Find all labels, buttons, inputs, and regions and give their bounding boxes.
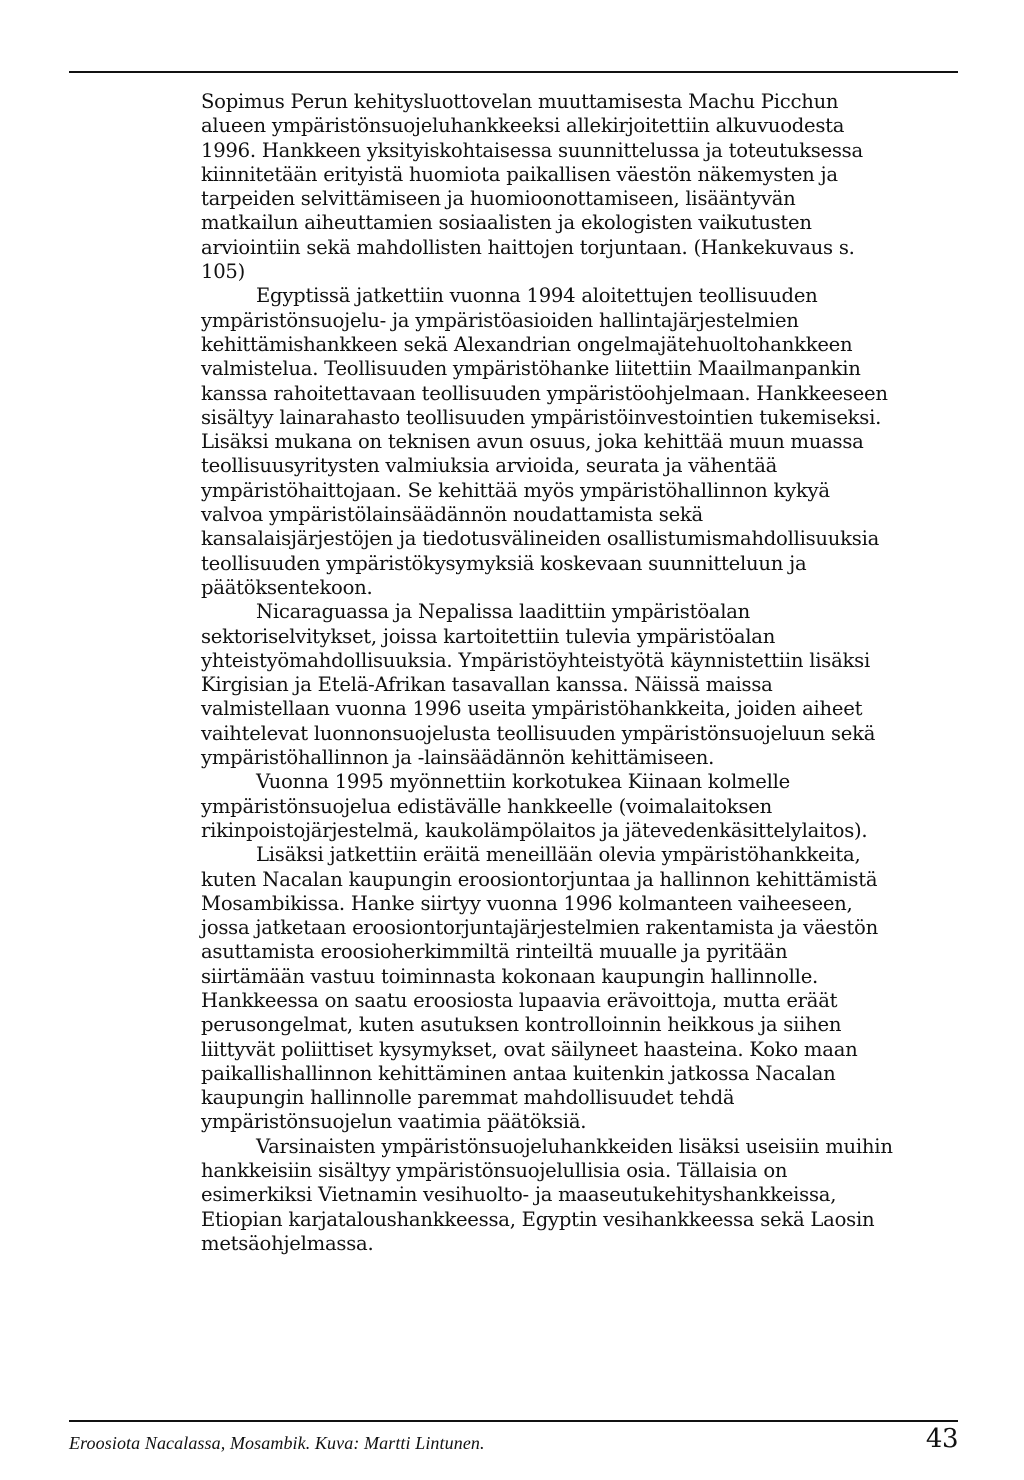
paragraph-machu-picchu: Sopimus Perun kehitysluottovelan muuttamisesta Machu Picchun alueen ympäristönsuojeluhankkeeksi allekirjoitettiin alkuvuodesta 1996. Hankkeen yksityiskohtaisessa suunnittelussa ja toteutuksessa kiinnitetään erityistä huomiota paikallisen väestön näkemysten ja tarpeiden selvittämiseen ja huomioonottamiseen, lisääntyvän matkailun aiheuttamien sosiaalisten ja ekologisten vaikutusten arviointiin sekä mahdollisten haittojen torjuntaan. (Hankekuvaus s. 105) (201, 90, 863, 284)
paragraph-china: Vuonna 1995 myönnettiin korkotukea Kiinaan kolmelle ympäristönsuojelua edistävälle hankkeelle (voimalaitoksen rikinpoistojärjestelmä, kaukolämpölaitos ja jätevedenkäsittelylaitos). (201, 770, 868, 842)
page-number: 43 (925, 1424, 958, 1454)
top-rule (69, 71, 958, 73)
paragraph-other-projects: Varsinaisten ympäristönsuojeluhankkeiden lisäksi useisiin muihin hankkeisiin sisältyy ympäristönsuojelullisia osia. Tällaisia on esimerkiksi Vietnamin vesihuolto- ja maaseutukehityshankkeissa, Etiopian karjataloushankkeessa, Egyptin vesihankkeessa sekä Laosin metsäohjelmassa. (201, 1134, 893, 1255)
paragraph-nicaragua-nepal: Nicaraguassa ja Nepalissa laadittiin ympäristöalan sektoriselvitykset, joissa kartoitettiin tulevia ympäristöalan yhteistyömahdollisuuksia. Ympäristöyhteistyötä käynnistettiin lisäksi Kirgisian ja Etelä-Afrikan tasavallan kanssa. Näissä maissa valmistellaan vuonna 1996 useita ympäristöhankkeita, joiden aiheet vaihtelevat luonnonsuojelusta teollisuuden ympäristönsuojeluun sekä ympäristöhallinnon ja -lainsäädännön kehittämiseen. (201, 600, 876, 770)
bottom-rule (69, 1420, 958, 1422)
photo-caption: Eroosiota Nacalassa, Mosambik. Kuva: Martti Lintunen. (69, 1433, 485, 1453)
article-body (201, 90, 895, 1256)
paragraph-egypt: Egyptissä jatkettiin vuonna 1994 aloitettujen teollisuuden ympäristönsuojelu- ja ympäristöasioiden hallintajärjestelmien kehittämishankkeen sekä Alexandrian ongelmajätehuoltohankkeen valmistelua. Teollisuuden ympäristöhanke liitettiin Maailmanpankin kanssa rahoitettavaan teollisuuden ympäristöohjelmaan. Hankkeeseen sisältyy lainarahasto teollisuuden ympäristöinvestointien tukemiseksi. Lisäksi mukana on teknisen avun osuus, joka kehittää muun muassa teollisuusyritysten valmiuksia arvioida, seurata ja vähentää ympäristöhaittojaan. Se kehittää myös ympäristöhallinnon kykyä valvoa ympäristölainsäädännön noudattamista sekä kansalaisjärjestöjen ja tiedotusvälineiden osallistumismahdollisuuksia teollisuuden ympäristökysymyksiä koskevaan suunnitteluun ja päätöksentekoon. (201, 284, 888, 599)
paragraph-mozambique: Lisäksi jatkettiin eräitä meneillään olevia ympäristöhankkeita, kuten Nacalan kaupungin eroosiontorjuntaa ja hallinnon kehittämistä Mosambikissa. Hanke siirtyy vuonna 1996 kolmanteen vaiheeseen, jossa jatketaan eroosiontorjuntajärjestelmien rakentamista ja väestön asuttamista eroosioherkimmiltä rinteiltä muualle ja pyritään siirtämään vastuu toiminnasta kokonaan kaupungin hallinnolle. Hankkeessa on saatu eroosiosta lupaavia erävoittoja, mutta eräät perusongelmat, kuten asutuksen kontrolloinnin heikkous ja siihen liittyvät poliittiset kysymykset, ovat säilyneet haasteina. Koko maan paikallishallinnon kehittäminen antaa kuitenkin jatkossa Nacalan kaupungin hallinnolle paremmat mahdollisuudet tehdä ympäristönsuojelun vaatimia päätöksiä. (201, 843, 878, 1134)
